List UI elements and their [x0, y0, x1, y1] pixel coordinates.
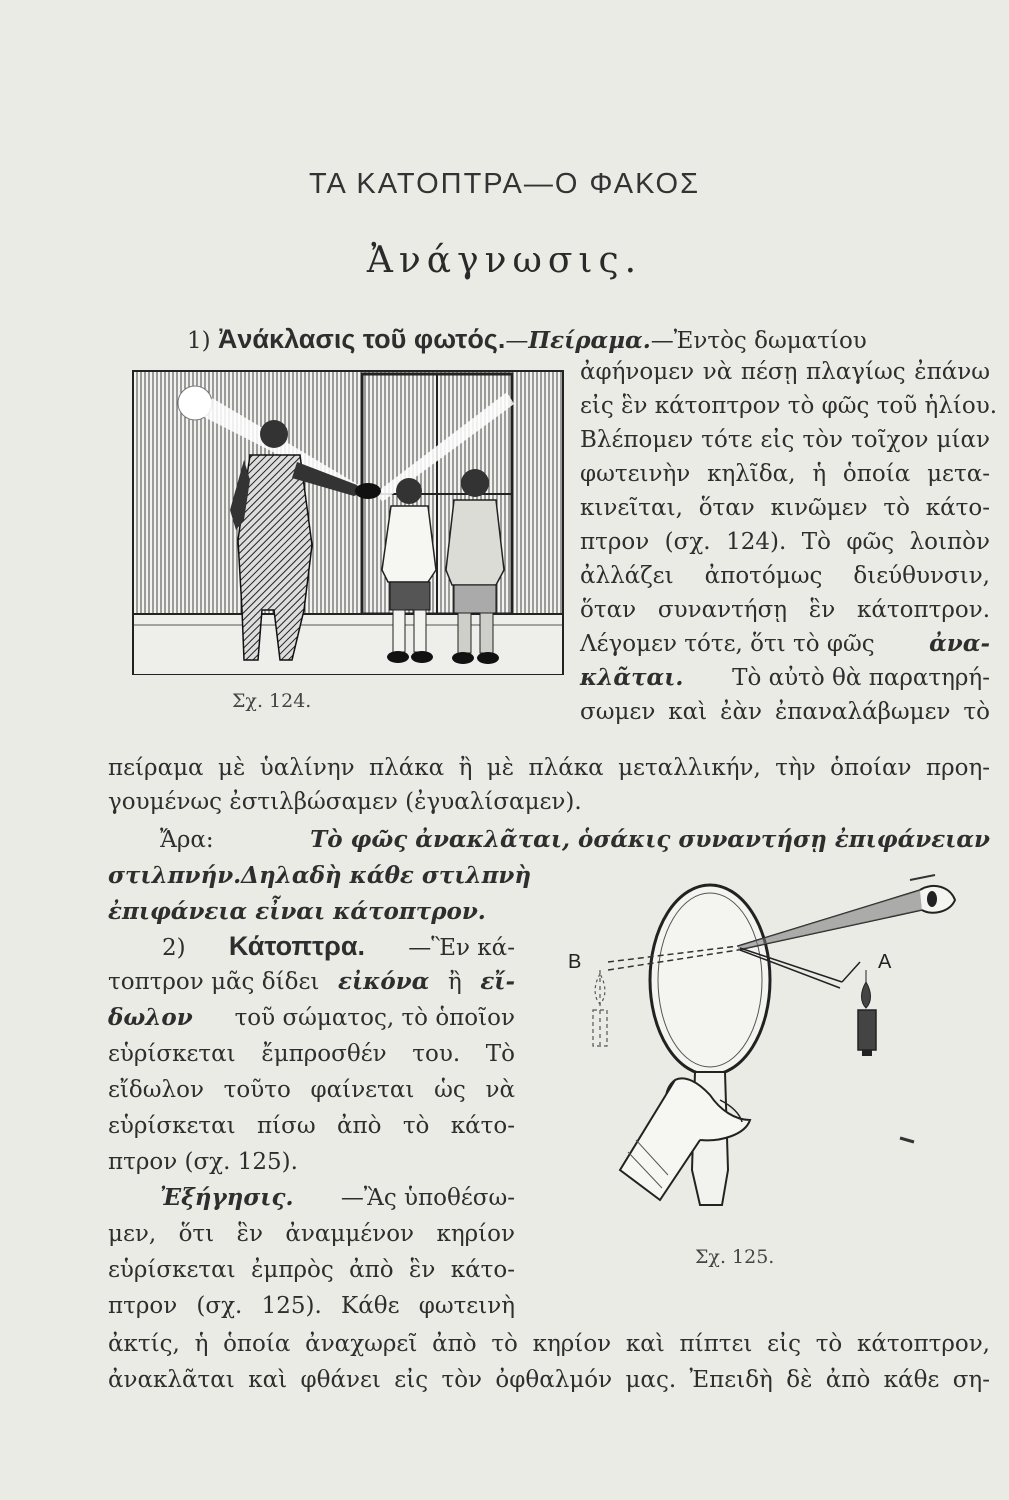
section2-line-4: εὑρίσκεται ἔμπροσθέν του. Τὸ: [108, 1041, 515, 1067]
full-line-3: ἀκτίς, ἡ ὁποία ἀναχωρεῖ ἀπὸ τὸ κηρίον καὶ πίπτει εἰς τὸ κάτοπτρον,: [108, 1331, 990, 1357]
section2-heading: Κάτοπτρα.: [228, 931, 365, 961]
section2-l3-b: τοῦ σώματος, τὸ ὁποῖον: [234, 1005, 515, 1031]
side-line-8: ὅταν συναντήσῃ ἓν κάτοπτρον.: [580, 597, 990, 623]
section1-line1-tail: —Ἐντὸς δωματίου: [650, 328, 867, 354]
figure-125-label-b: B: [568, 951, 582, 973]
figure-125: [560, 870, 980, 1230]
section2-line1-tail: —Ἓν κά-: [408, 935, 515, 961]
running-title: ΤΑ ΚΑΤΟΠΤΡΑ—Ο ΦΑΚΟΣ: [308, 168, 701, 200]
explanation-label: Ἐξήγησις.: [160, 1184, 294, 1211]
section2-line-6: εὑρίσκεται πίσω ἀπὸ τὸ κάτο-: [108, 1113, 515, 1139]
side-line-9: [580, 628, 990, 660]
explanation-line-4: πτρον (σχ. 125). Κάθε φωτεινὴ: [108, 1293, 515, 1319]
figure-124: [132, 370, 564, 675]
explanation-line-2: μεν, ὅτι ἓν ἀναμμένον κηρίον: [108, 1221, 515, 1247]
full-line-4: ἀνακλᾶται καὶ φθάνει εἰς τὸν ὀφθαλμόν μας. Ἐπειδὴ δὲ ἀπὸ κάθε ση-: [108, 1367, 990, 1393]
experiment-label: Πείραμα.: [528, 327, 651, 354]
anaklatai-part-b: κλᾶται.: [580, 664, 684, 691]
figure-125-illustration: [560, 870, 980, 1230]
explanation-line1-tail: —Ἂς ὑποθέσω-: [340, 1185, 515, 1211]
section1-number: 1): [187, 328, 211, 354]
section2-l2-a: τοπτρον μᾶς δίδει: [108, 969, 320, 995]
section2-l2-d: εἴ-: [480, 968, 515, 995]
section2-l2-c: ἢ: [447, 969, 462, 995]
figure-125-label-a: A: [878, 951, 892, 973]
section2-line-2: [108, 966, 515, 998]
explanation-line-1: [160, 1182, 515, 1214]
side-line-9-text: Λέγομεν τότε, ὅτι τὸ φῶς: [580, 631, 875, 657]
side-line-3: Βλέπομεν τότε εἰς τὸν τοῖχον μίαν: [580, 427, 990, 453]
side-line-4: φωτεινὴν κηλῖδα, ἡ ὁποία μετα-: [580, 461, 990, 487]
section2-l2-b: εἰκόνα: [338, 968, 430, 995]
side-line-10-tail: Τὸ αὐτὸ θὰ παρατηρή-: [732, 665, 990, 691]
section2-l3-a: δωλον: [108, 1004, 193, 1031]
full-line-1: πείραμα μὲ ὑαλίνην πλάκα ἢ μὲ πλάκα μεταλλικήν, τὴν ὁποίαν προη-: [108, 755, 990, 781]
side-line-1: ἀφήνομεν νὰ πέσῃ πλαγίως ἐπάνω: [580, 359, 990, 385]
figure-124-caption: Σχ. 124.: [232, 690, 312, 712]
section2-line-3: [108, 1002, 515, 1034]
side-line-5: κινεῖται, ὅταν κινῶμεν τὸ κάτο-: [580, 495, 990, 521]
section1-dash: —: [505, 328, 529, 354]
anaklatai-part-a: ἀνα-: [929, 630, 990, 657]
section1-heading: Ἀνάκλασις τοῦ φωτός.: [217, 324, 506, 354]
conclusion-line-1: [160, 824, 990, 856]
conclusion-line-3: ἐπιφάνεια εἶναι κάτοπτρον.: [108, 898, 486, 925]
explanation-line-3: εὑρίσκεται ἐμπρὸς ἀπὸ ἓν κάτο-: [108, 1257, 515, 1283]
side-line-2: εἰς ἓν κάτοπτρον τὸ φῶς τοῦ ἡλίου.: [580, 393, 998, 419]
side-line-11: σωμεν καὶ ἐὰν ἐπαναλάβωμεν τὸ: [580, 699, 990, 725]
side-line-7: ἀλλάζει ἀποτόμως διεύθυνσιν,: [580, 563, 990, 589]
conclusion-text-a: Τὸ φῶς ἀνακλᾶται, ὁσάκις συναντήσῃ ἐπιφάνειαν: [310, 826, 990, 853]
section2-heading-line: [162, 930, 515, 964]
side-line-6: πτρον (σχ. 124). Τὸ φῶς λοιπὸν: [580, 529, 990, 555]
figure-125-caption: Σχ. 125.: [695, 1246, 775, 1268]
section1-heading-line: [187, 323, 990, 357]
section-title: Ἀνάγνωσις.: [366, 240, 643, 281]
conclusion-label: Ἄρα:: [160, 827, 214, 853]
full-line-2: γουμένως ἐστιλβώσαμεν (ἐγυαλίσαμεν).: [108, 789, 582, 815]
section2-line-7: πτρον (σχ. 125).: [108, 1149, 298, 1175]
section2-line-5: εἴδωλον τοῦτο φαίνεται ὡς νὰ: [108, 1077, 515, 1103]
side-line-10: [580, 662, 990, 694]
conclusion-line-2: στιλπνήν.Δηλαδὴ κάθε στιλπνὴ: [108, 862, 532, 889]
figure-124-illustration: [132, 370, 564, 675]
section2-number: 2): [162, 935, 186, 961]
